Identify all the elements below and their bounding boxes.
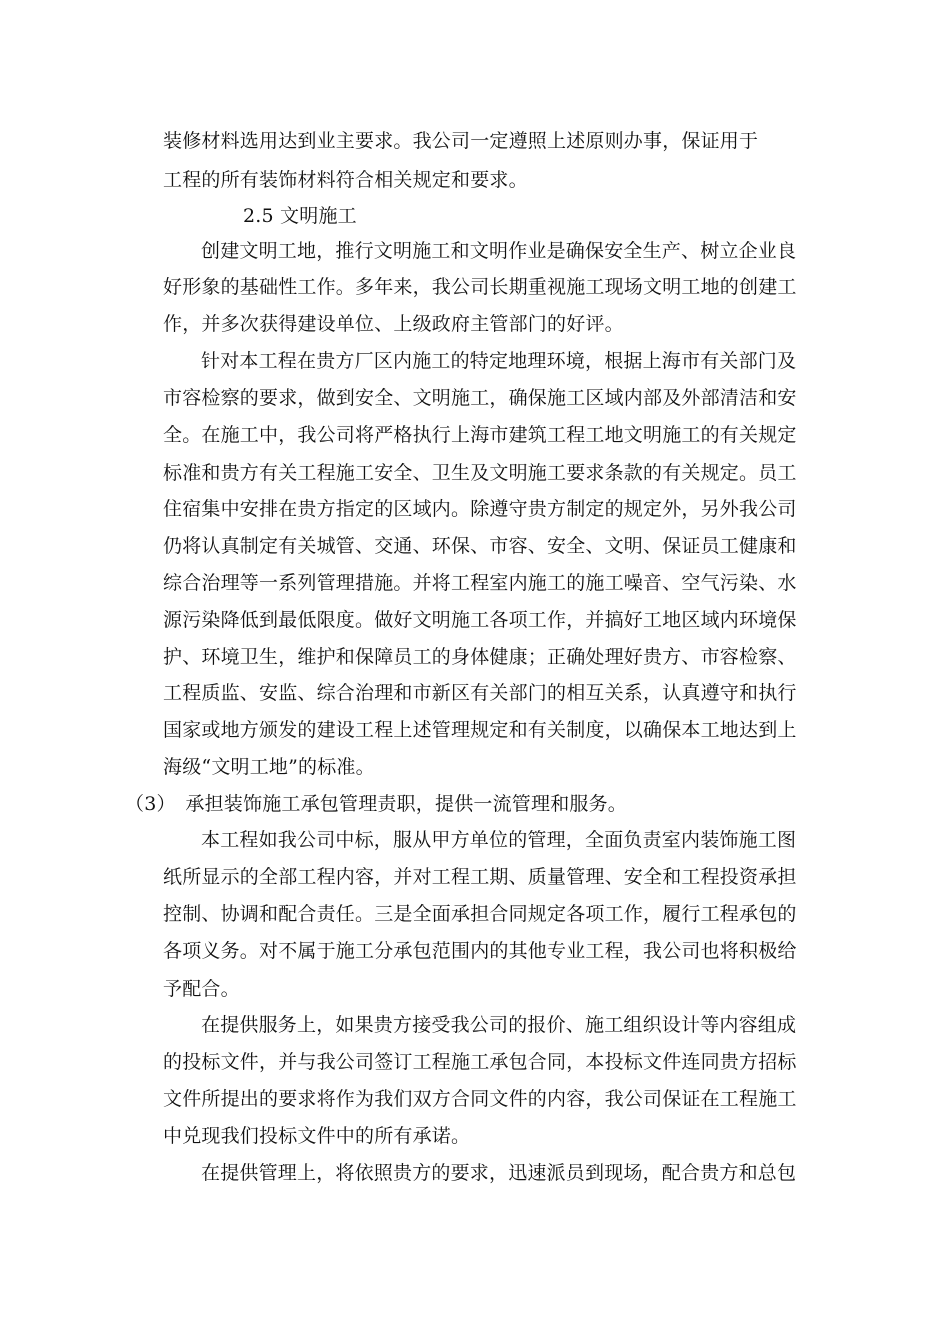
text-line: 创建文明工地，推行文明施工和文明作业是确保安全生产、树立企业良 <box>201 240 797 262</box>
text-line: 市容检察的要求，做到安全、文明施工，确保施工区域内部及外部清洁和安 <box>163 387 797 409</box>
section-heading: 2.5 文明施工 <box>243 205 357 227</box>
text-line: 源污染降低到最低限度。做好文明施工各项工作，并搞好工地区域内环境保 <box>163 609 797 631</box>
text-line: 予配合。 <box>163 978 240 1000</box>
text-line: 工程的所有装饰材料符合相关规定和要求。 <box>163 169 528 191</box>
text-line: 国家或地方颁发的建设工程上述管理规定和有关制度，以确保本工地达到上 <box>163 719 797 741</box>
text-line: 海级“文明工地”的标准。 <box>163 756 375 778</box>
text-line: 控制、协调和配合责任。三是全面承担合同规定各项工作，履行工程承包的 <box>163 903 797 925</box>
text-line: 中兑现我们投标文件中的所有承诺。 <box>163 1125 471 1147</box>
text-line: 装修材料选用达到业主要求。我公司一定遵照上述原则办事，保证用于 <box>163 130 759 152</box>
text-line: 作，并多次获得建设单位、上级政府主管部门的好评。 <box>163 313 624 335</box>
list-item-heading: （3） 承担装饰施工承包管理责职，提供一流管理和服务。 <box>125 793 627 815</box>
text-line: 工程质监、安监、综合治理和市新区有关部门的相互关系，认真遵守和执行 <box>163 682 797 704</box>
text-line: 的投标文件，并与我公司签订工程施工承包合同，本投标文件连同贵方招标 <box>163 1051 797 1073</box>
text-line: 综合治理等一系列管理措施。并将工程室内施工的施工噪音、空气污染、水 <box>163 572 797 594</box>
text-line: 本工程如我公司中标，服从甲方单位的管理，全面负责室内装饰施工图 <box>201 829 797 851</box>
text-line: 好形象的基础性工作。多年来，我公司长期重视施工现场文明工地的创建工 <box>163 276 797 298</box>
text-line: 各项义务。对不属于施工分承包范围内的其他专业工程，我公司也将积极给 <box>163 940 797 962</box>
text-line: 护、环境卫生，维护和保障员工的身体健康；正确处理好贵方、市容检察、 <box>163 646 797 668</box>
text-line: 在提供服务上，如果贵方接受我公司的报价、施工组织设计等内容组成 <box>201 1014 797 1036</box>
text-line: 文件所提出的要求将作为我们双方合同文件的内容，我公司保证在工程施工 <box>163 1088 797 1110</box>
text-line: 住宿集中安排在贵方指定的区域内。除遵守贵方制定的规定外，另外我公司 <box>163 498 797 520</box>
text-line: 在提供管理上，将依照贵方的要求，迅速派员到现场，配合贵方和总包 <box>201 1162 797 1184</box>
text-line: 针对本工程在贵方厂区内施工的特定地理环境，根据上海市有关部门及 <box>201 350 797 372</box>
text-line: 仍将认真制定有关城管、交通、环保、市容、安全、文明、保证员工健康和 <box>163 535 797 557</box>
text-line: 标准和贵方有关工程施工安全、卫生及文明施工要求条款的有关规定。员工 <box>163 462 797 484</box>
text-line: 纸所显示的全部工程内容，并对工程工期、质量管理、安全和工程投资承担 <box>163 866 797 888</box>
text-line: 全。在施工中，我公司将严格执行上海市建筑工程工地文明施工的有关规定 <box>163 424 797 446</box>
